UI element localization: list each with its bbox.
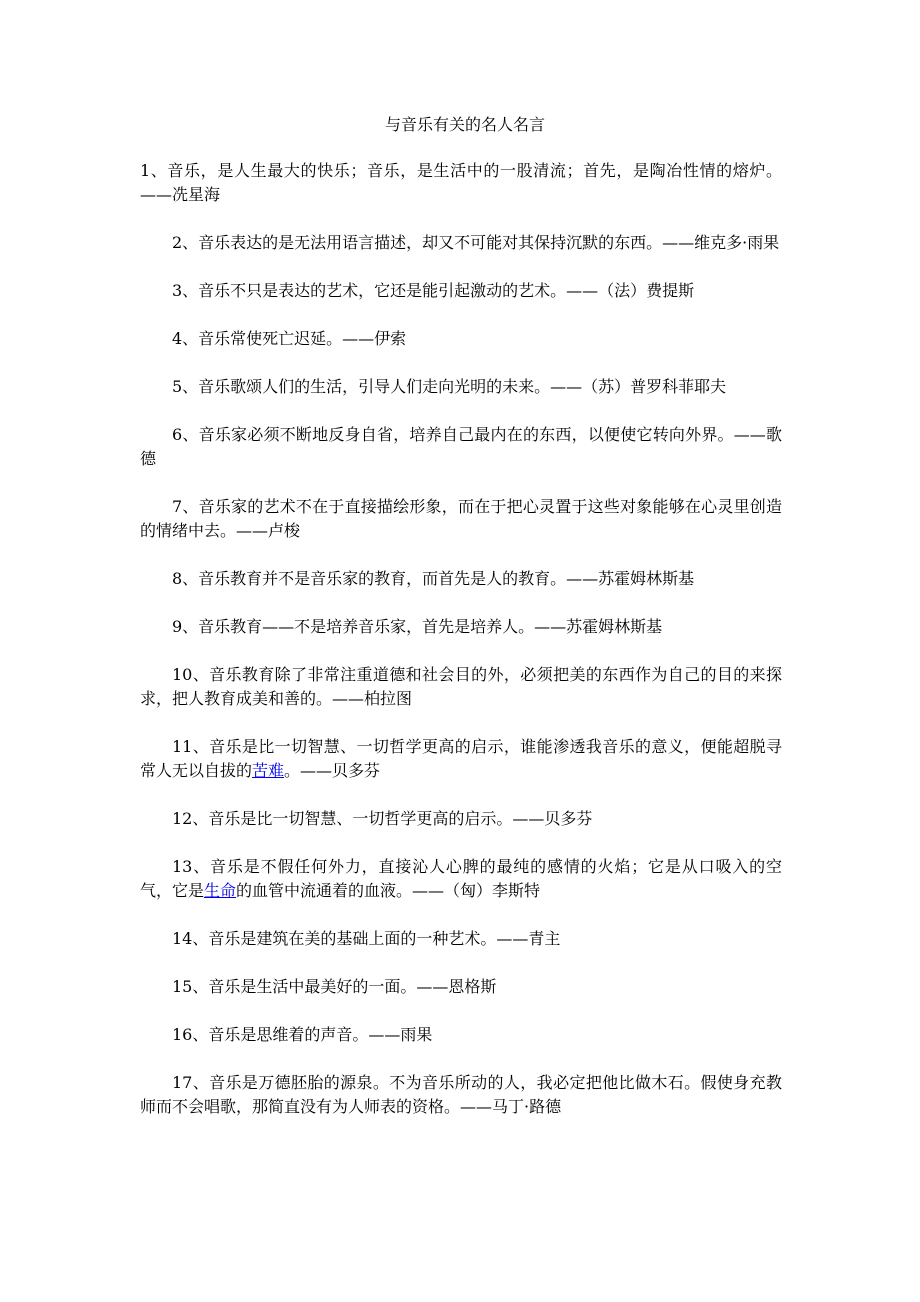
quote-item xyxy=(140,327,782,351)
quote-list xyxy=(140,159,782,1119)
quote-item xyxy=(140,423,782,471)
quote-text: 8、音乐教育并不是音乐家的教育，而首先是人的教育。——苏霍姆林斯基 xyxy=(172,569,695,588)
quote-link[interactable]: 生命 xyxy=(204,881,237,900)
quote-text: 1、音乐，是人生最大的快乐；音乐，是生活中的一股清流；首先，是陶冶性情的熔炉。——冼星海 xyxy=(140,161,782,204)
quote-item xyxy=(140,615,782,639)
quote-text: 11、音乐是比一切智慧、一切哲学更高的启示，谁能渗透我音乐的意义，便能超脱寻常人无以自拔的 xyxy=(140,737,782,780)
quote-text: 7、音乐家的艺术不在于直接描绘形象，而在于把心灵置于这些对象能够在心灵里创造的情绪中去。——卢梭 xyxy=(140,497,782,540)
quote-text: 5、音乐歌颂人们的生活，引导人们走向光明的未来。——（苏）普罗科菲耶夫 xyxy=(172,377,727,396)
document-page xyxy=(140,113,782,1143)
quote-link[interactable]: 苦难 xyxy=(252,761,285,780)
quote-item xyxy=(140,1071,782,1119)
quote-text: 3、音乐不只是表达的艺术，它还是能引起激动的艺术。——（法）费提斯 xyxy=(172,281,695,300)
quote-text-after: 。——贝多芬 xyxy=(284,761,381,780)
quote-item xyxy=(140,567,782,591)
quote-item xyxy=(140,855,782,903)
quote-text-after: 的血管中流通着的血液。——（匈）李斯特 xyxy=(236,881,541,900)
quote-text: 9、音乐教育——不是培养音乐家，首先是培养人。——苏霍姆林斯基 xyxy=(172,617,663,636)
quote-item xyxy=(140,495,782,543)
quote-item xyxy=(140,663,782,711)
quote-item xyxy=(140,1023,782,1047)
quote-item xyxy=(140,231,782,255)
quote-item xyxy=(140,159,782,207)
document-title: 与音乐有关的名人名言 xyxy=(384,115,545,134)
quote-item xyxy=(140,807,782,831)
quote-item xyxy=(140,375,782,399)
quote-text: 10、音乐教育除了非常注重道德和社会目的外，必须把美的东西作为自己的目的来探求，把人教育成美和善的。——柏拉图 xyxy=(140,665,782,708)
quote-text: 6、音乐家必须不断地反身自省，培养自己最内在的东西，以便使它转向外界。——歌德 xyxy=(140,425,782,468)
quote-text: 15、音乐是生活中最美好的一面。——恩格斯 xyxy=(172,977,497,996)
quote-text: 14、音乐是建筑在美的基础上面的一种艺术。——青主 xyxy=(172,929,561,948)
quote-text: 13、音乐是不假任何外力，直接沁人心脾的最纯的感情的火焰；它是从口吸入的空气，它是 xyxy=(140,857,782,900)
quote-item xyxy=(140,927,782,951)
quote-text: 17、音乐是万德胚胎的源泉。不为音乐所动的人，我必定把他比做木石。假使身充教师而不会唱歌，那简直没有为人师表的资格。——马丁·路德 xyxy=(140,1073,782,1116)
quote-text: 12、音乐是比一切智慧、一切哲学更高的启示。——贝多芬 xyxy=(172,809,593,828)
quote-item xyxy=(140,975,782,999)
quote-text: 2、音乐表达的是无法用语言描述，却又不可能对其保持沉默的东西。——维克多·雨果 xyxy=(172,233,780,252)
quote-text: 16、音乐是思维着的声音。——雨果 xyxy=(172,1025,433,1044)
quote-item xyxy=(140,735,782,783)
quote-item xyxy=(140,279,782,303)
quote-text: 4、音乐常使死亡迟延。——伊索 xyxy=(172,329,407,348)
